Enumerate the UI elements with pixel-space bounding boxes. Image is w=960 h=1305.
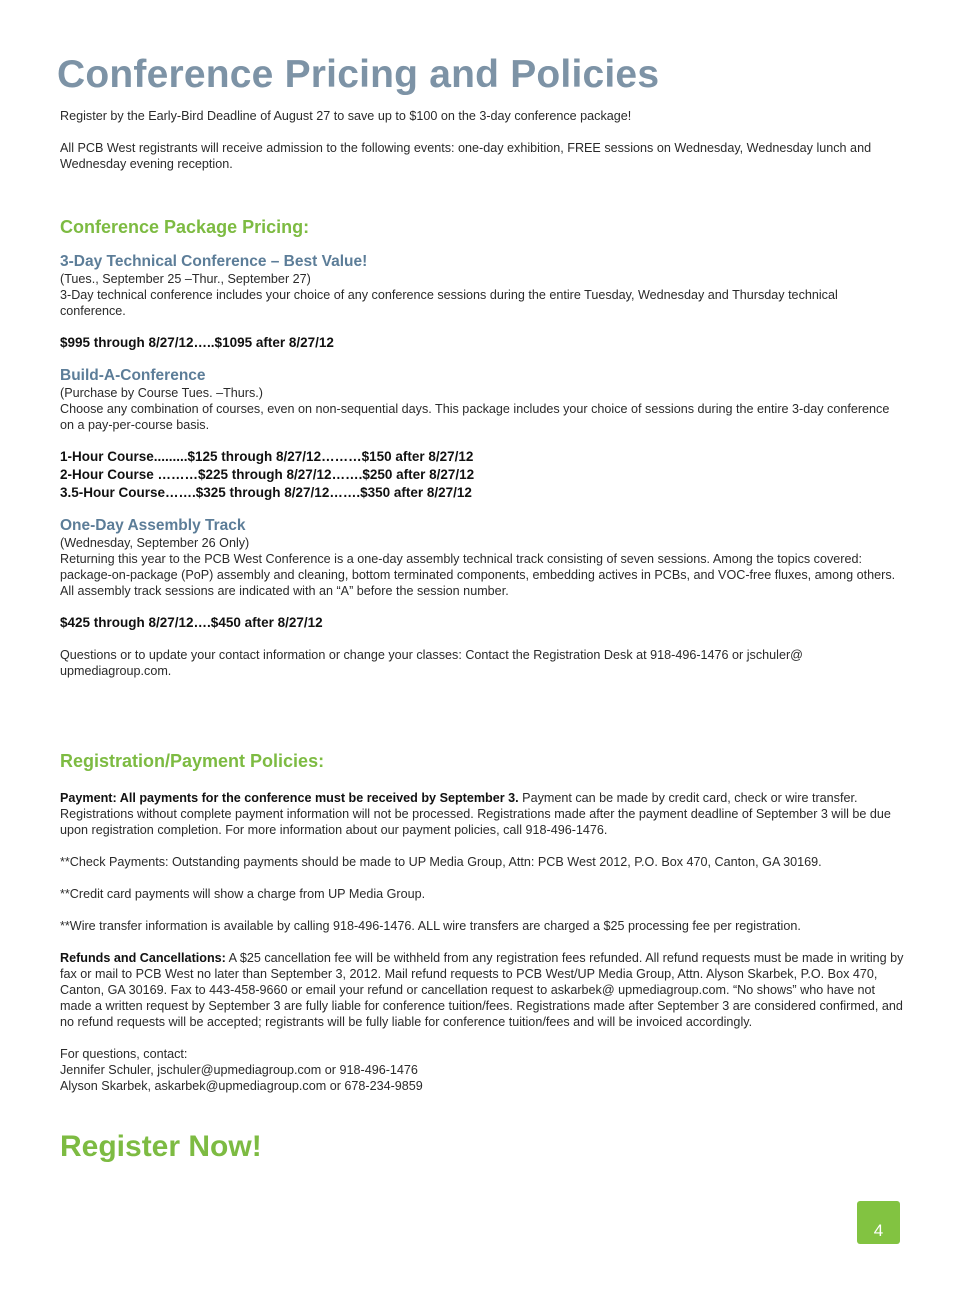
package-pricing-section [60,216,905,679]
assembly-description: Returning this year to the PCB West Conference is a one-day assembly technical track consisting of seven sessions. Among the topics covered: package-on-package (PoP) assembly and cleaning, bottom terminated components, embedding actives in PCBs, and VOC-free fluxes, among others. All assembly track sessions are indicated with an “A” before the session number. [60,552,896,598]
build-title: Build-A-Conference [60,367,206,384]
contact-schuler: Jennifer Schuler, jschuler@upmediagroup.com or 918-496-1476 [60,1063,418,1077]
package-pricing-heading: Conference Package Pricing: [60,217,310,237]
refunds-policy [60,950,905,1030]
assembly-dates: (Wednesday, September 26 Only) [60,536,250,550]
build-price-2hr: 2-Hour Course ………$225 through 8/27/12…….$250 after 8/27/12 [60,467,475,482]
payment-policy-lead: Payment: All payments for the conference must be received by September 3. [60,791,519,805]
refunds-policy-lead: Refunds and Cancellations: [60,951,226,965]
wire-payments: **Wire transfer information is available by calling 918-496-1476. ALL wire transfers are charged a $25 processing fee per registration. [60,919,801,933]
payment-policy-text: Payment can be made by credit card, check or wire transfer. Registrations without complete payment information will not be processed. Registrations made after the payment deadline of September 3 will be due upon registration completion. For more information about our payment policies, call 918-496-1476. [60,791,891,837]
questions-note: Questions or to update your contact information or change your classes: Contact the Registration Desk at 918-496-1476 or jschuler@ upmediagroup.com. [60,648,803,678]
policies-heading: Registration/Payment Policies: [60,751,325,771]
three-day-dates: (Tues., September 25 –Thur., September 27) [60,272,311,286]
assembly-title: One-Day Assembly Track [60,517,246,534]
intro-section [60,108,905,172]
page-title: Conference Pricing and Policies [57,53,660,96]
refunds-policy-text: A $25 cancellation fee will be withheld from any registration fees refunded. All refund requests must be made in writing by fax or mail to PCB West no later than September 3, 2012. Mail refund requests to PCB West/UP Media Group, Attn. Alyson Skarbek, P.O. Box 470, Canton, GA 30169. Fax to 443-458-9660 or email your refund or cancellation request to askarbek@ upmediagroup.com. “No shows” who have not made a written request by September 3 are fully liable for conference tuition/fees. Registrations made after September 3 are considered confirmed, and no refund requests will be accepted; registrants will be fully liable for conference tuition/fees and will be invoiced accordingly. [60,951,904,1029]
three-day-price: $995 through 8/27/12…..$1095 after 8/27/12 [60,335,334,350]
three-day-title: 3-Day Technical Conference – Best Value! [60,253,368,270]
policies-section [60,750,905,1094]
assembly-price: $425 through 8/27/12….$450 after 8/27/12 [60,615,323,630]
credit-payments: **Credit card payments will show a charge from UP Media Group. [60,887,426,901]
contact-skarbek: Alyson Skarbek, askarbek@upmediagroup.com or 678-234-9859 [60,1079,423,1093]
build-price-1hr: 1-Hour Course.........$125 through 8/27/12………$150 after 8/27/12 [60,449,474,464]
contact-label: For questions, contact: [60,1047,188,1061]
build-price-3-5hr: 3.5-Hour Course…….$325 through 8/27/12…….$350 after 8/27/12 [60,485,472,500]
payment-policy [60,790,905,838]
page-number-badge: 4 [857,1201,900,1244]
three-day-description: 3-Day technical conference includes your choice of any conference sessions during the entire Tuesday, Wednesday and Thursday technical conference. [60,288,838,318]
build-description: Choose any combination of courses, even on non-sequential days. This package includes your choice of sessions during the entire 3-day conference on a pay-per-course basis. [60,402,890,432]
build-dates: (Purchase by Course Tues. –Thurs.) [60,386,263,400]
early-bird-note: Register by the Early-Bird Deadline of August 27 to save up to $100 on the 3-day conference package! [60,109,632,123]
register-now-heading[interactable]: Register Now! [60,1130,262,1163]
check-payments: **Check Payments: Outstanding payments should be made to UP Media Group, Attn: PCB West 2012, P.O. Box 470, Canton, GA 30169. [60,855,822,869]
admission-note: All PCB West registrants will receive admission to the following events: one-day exhibition, FREE sessions on Wednesday, Wednesday lunch and Wednesday evening reception. [60,141,872,171]
